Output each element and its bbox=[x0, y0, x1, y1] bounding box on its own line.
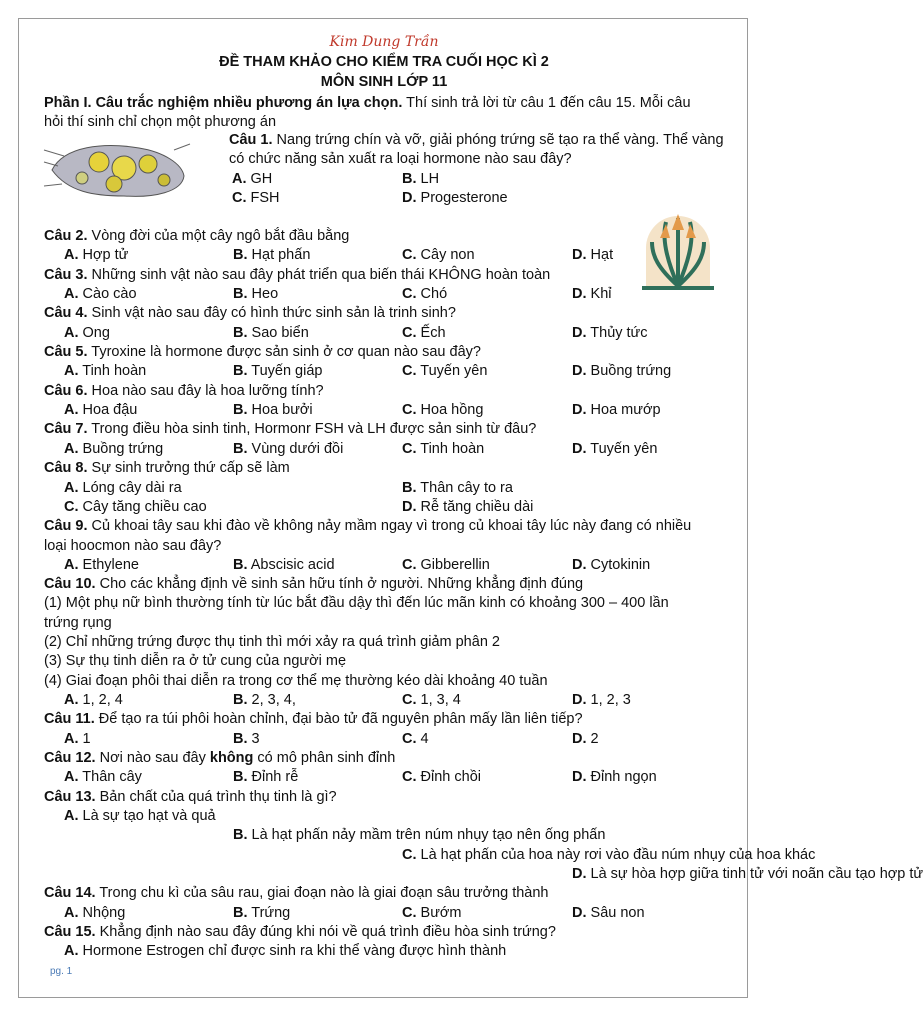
answer-option-c bbox=[402, 246, 475, 264]
answer-option-d bbox=[572, 401, 661, 419]
option-text: Hợp tử bbox=[78, 247, 129, 263]
question-text: trứng rụng bbox=[44, 615, 112, 631]
author-signature: Kim Dung Trần bbox=[329, 34, 439, 50]
option-letter: B. bbox=[233, 363, 248, 379]
answer-option-b bbox=[233, 246, 310, 264]
part-heading-line bbox=[44, 94, 691, 112]
question-text: Cho các khẳng định về sinh sản hữu tính ở người. Những khẳng định đúng bbox=[95, 576, 584, 592]
option-text: Hạt phấn bbox=[247, 247, 311, 263]
option-text: Hoa hồng bbox=[416, 402, 484, 418]
option-text: 4 bbox=[416, 731, 429, 747]
question-number: Câu 13. bbox=[44, 789, 96, 805]
answer-option-a bbox=[64, 904, 125, 922]
option-text: 2, 3, 4, bbox=[247, 692, 296, 708]
question-line-continued bbox=[44, 652, 346, 670]
option-text: Hoa mướp bbox=[586, 402, 661, 418]
question-text: Trong chu kì của sâu rau, giai đoạn nào là giai đoạn sâu trưởng thành bbox=[95, 885, 549, 901]
option-letter: B. bbox=[233, 827, 248, 843]
option-letter: A. bbox=[64, 441, 79, 457]
question-emphasis: không bbox=[209, 750, 254, 766]
option-letter: B. bbox=[402, 171, 417, 187]
option-letter: B. bbox=[233, 692, 248, 708]
option-letter: D. bbox=[572, 905, 587, 921]
answer-option-d bbox=[572, 865, 923, 883]
option-text: Nhộng bbox=[78, 905, 126, 921]
part-instruction-2: hỏi thí sinh chỉ chọn một phương án bbox=[44, 114, 277, 130]
option-letter: D. bbox=[572, 286, 587, 302]
option-letter: B. bbox=[233, 325, 248, 341]
option-letter: B. bbox=[233, 769, 248, 785]
option-letter: D. bbox=[572, 692, 587, 708]
answer-option-d bbox=[572, 440, 657, 458]
question-text: Sự sinh trưởng thứ cấp sẽ làm bbox=[87, 460, 290, 476]
answer-option-b bbox=[233, 440, 343, 458]
answer-option-c bbox=[232, 189, 280, 207]
option-text: Khỉ bbox=[586, 286, 612, 302]
question-number: Câu 6. bbox=[44, 383, 88, 399]
answer-option-d bbox=[572, 691, 631, 709]
question-line bbox=[44, 517, 691, 535]
option-letter: A. bbox=[64, 363, 79, 379]
option-text: Hoa bưởi bbox=[247, 402, 313, 418]
answer-option-a bbox=[64, 730, 91, 748]
option-text: Cây non bbox=[416, 247, 475, 263]
option-text: 3 bbox=[247, 731, 260, 747]
question-text: (2) Chỉ những trứng được thụ tinh thì mới xảy ra quá trình giảm phân 2 bbox=[44, 634, 500, 650]
answer-option-d bbox=[572, 362, 671, 380]
option-text: Tuyến yên bbox=[416, 363, 488, 379]
question-number: Câu 5. bbox=[44, 344, 88, 360]
answer-option-b bbox=[233, 904, 290, 922]
question-line-continued bbox=[44, 614, 112, 632]
answer-option-b bbox=[233, 556, 335, 574]
question-number: Câu 14. bbox=[44, 885, 96, 901]
question-text: có chức năng sản xuất ra loại hormone nào sau đây? bbox=[229, 151, 572, 167]
option-letter: C. bbox=[402, 363, 417, 379]
option-letter: B. bbox=[233, 731, 248, 747]
option-letter: A. bbox=[64, 557, 79, 573]
option-letter: B. bbox=[233, 402, 248, 418]
option-letter: A. bbox=[64, 402, 79, 418]
question-line-continued bbox=[229, 150, 572, 168]
question-text: Nơi nào sau đây bbox=[95, 750, 210, 766]
option-text: Sao biển bbox=[247, 325, 309, 341]
answer-option-c bbox=[402, 846, 815, 864]
question-line-continued bbox=[44, 633, 500, 651]
question-text: Khẳng định nào sau đây đúng khi nói về quá trình điều hòa sinh trứng? bbox=[95, 924, 556, 940]
question-number: Câu 1. bbox=[229, 132, 273, 148]
option-text: 1, 2, 4 bbox=[78, 692, 123, 708]
part-instruction: Thí sinh trả lời từ câu 1 đến câu 15. Mỗi câu bbox=[402, 95, 691, 111]
option-letter: D. bbox=[572, 441, 587, 457]
answer-option-c bbox=[402, 556, 490, 574]
option-letter: A. bbox=[64, 808, 79, 824]
question-number: Câu 15. bbox=[44, 924, 96, 940]
option-letter: D. bbox=[572, 325, 587, 341]
question-line bbox=[44, 749, 395, 767]
answer-option-a bbox=[64, 324, 110, 342]
question-text: Sinh vật nào sau đây có hình thức sinh sản là trinh sinh? bbox=[87, 305, 456, 321]
plant-sprout-image bbox=[636, 208, 720, 292]
answer-option-d bbox=[572, 556, 650, 574]
option-letter: A. bbox=[64, 480, 79, 496]
part-heading: Phần I. Câu trắc nghiệm nhiều phương án lựa chọn. bbox=[44, 95, 403, 111]
option-text: Ethylene bbox=[78, 557, 139, 573]
option-text: Cào cào bbox=[78, 286, 137, 302]
answer-option-c bbox=[402, 362, 487, 380]
option-text: Là sự tạo hạt và quả bbox=[78, 808, 216, 824]
option-letter: B. bbox=[233, 557, 248, 573]
option-letter: C. bbox=[402, 557, 417, 573]
question-text: (1) Một phụ nữ bình thường tính từ lúc bắt đầu dậy thì đến lúc mãn kinh có khoảng 300 – 400 lần bbox=[44, 595, 669, 611]
option-text: Heo bbox=[247, 286, 279, 302]
option-letter: C. bbox=[402, 692, 417, 708]
answer-option-a bbox=[64, 556, 139, 574]
question-number: Câu 9. bbox=[44, 518, 88, 534]
answer-option-c bbox=[402, 730, 429, 748]
question-text: (3) Sự thụ tinh diễn ra ở tử cung của người mẹ bbox=[44, 653, 347, 669]
option-text: Hoa đậu bbox=[78, 402, 138, 418]
question-number: Câu 3. bbox=[44, 267, 88, 283]
answer-option-a bbox=[64, 285, 137, 303]
option-text: Sâu non bbox=[586, 905, 645, 921]
question-line-continued bbox=[44, 537, 221, 555]
answer-option-a bbox=[64, 942, 506, 960]
subject-title: MÔN SINH LỚP 11 bbox=[320, 74, 448, 90]
question-text: Tyroxine là hormone được sản sinh ở cơ quan nào sau đây? bbox=[87, 344, 481, 360]
option-text: Thủy tức bbox=[586, 325, 648, 341]
question-line bbox=[44, 788, 337, 806]
answer-option-d bbox=[402, 498, 533, 516]
answer-option-c bbox=[402, 904, 462, 922]
answer-option-d bbox=[402, 189, 508, 207]
option-text: Progesterone bbox=[416, 190, 508, 206]
page-number: pg. 1 bbox=[50, 966, 73, 977]
option-letter: D. bbox=[572, 769, 587, 785]
option-text: Lóng cây dài ra bbox=[78, 480, 182, 496]
answer-option-a bbox=[64, 246, 128, 264]
option-text: Cytokinin bbox=[586, 557, 651, 573]
question-text: Hoa nào sau đây là hoa lưỡng tính? bbox=[87, 383, 324, 399]
option-letter: A. bbox=[64, 943, 79, 959]
answer-option-b bbox=[233, 768, 298, 786]
answer-option-b bbox=[402, 479, 513, 497]
option-letter: D. bbox=[572, 247, 587, 263]
answer-option-c bbox=[402, 401, 483, 419]
answer-option-b bbox=[233, 285, 278, 303]
answer-option-b bbox=[402, 170, 439, 188]
option-text: Là hạt phấn nảy mầm trên núm nhụy tạo nên ống phấn bbox=[247, 827, 606, 843]
question-number: Câu 8. bbox=[44, 460, 88, 476]
option-text: Buồng trứng bbox=[586, 363, 672, 379]
option-text: 1 bbox=[78, 731, 91, 747]
option-letter: A. bbox=[64, 692, 79, 708]
option-letter: D. bbox=[572, 363, 587, 379]
answer-option-d bbox=[572, 324, 648, 342]
answer-option-d bbox=[572, 768, 657, 786]
option-letter: A. bbox=[64, 731, 79, 747]
question-number: Câu 2. bbox=[44, 228, 88, 244]
answer-option-b bbox=[233, 730, 260, 748]
option-text: Buồng trứng bbox=[78, 441, 164, 457]
option-letter: D. bbox=[572, 402, 587, 418]
option-letter: C. bbox=[402, 247, 417, 263]
option-text: Vùng dưới đồi bbox=[247, 441, 344, 457]
option-text: Hạt bbox=[586, 247, 614, 263]
option-text: Ếch bbox=[416, 325, 446, 341]
question-line bbox=[44, 884, 549, 902]
question-number: Câu 7. bbox=[44, 421, 88, 437]
option-letter: A. bbox=[64, 769, 79, 785]
question-number: Câu 10. bbox=[44, 576, 96, 592]
question-number: Câu 11. bbox=[44, 711, 95, 727]
exam-title: ĐỀ THAM KHẢO CHO KIỂM TRA CUỐI HỌC KÌ 2 bbox=[219, 54, 549, 70]
answer-option-c bbox=[402, 691, 461, 709]
option-text: Tuyến yên bbox=[586, 441, 658, 457]
answer-option-b bbox=[233, 691, 296, 709]
option-letter: C. bbox=[402, 286, 417, 302]
answer-option-c bbox=[402, 768, 481, 786]
question-line-continued bbox=[44, 672, 548, 690]
answer-option-a bbox=[64, 768, 142, 786]
answer-option-a bbox=[64, 440, 163, 458]
option-letter: B. bbox=[233, 441, 248, 457]
option-text: Ong bbox=[78, 325, 110, 341]
question-number: Câu 4. bbox=[44, 305, 88, 321]
option-letter: C. bbox=[402, 847, 417, 863]
option-text: Hormone Estrogen chỉ được sinh ra khi thể vàng được hình thành bbox=[78, 943, 507, 959]
answer-option-c bbox=[402, 440, 484, 458]
option-text: Abscisic acid bbox=[247, 557, 335, 573]
option-text: LH bbox=[416, 171, 440, 187]
answer-option-b bbox=[233, 826, 605, 844]
question-line bbox=[44, 266, 550, 284]
answer-option-d bbox=[572, 904, 645, 922]
question-line bbox=[44, 459, 290, 477]
option-text: Tuyến giáp bbox=[247, 363, 323, 379]
question-text: có mô phân sinh đỉnh bbox=[253, 750, 396, 766]
question-text: Nang trứng chín và vỡ, giải phóng trứng sẽ tạo ra thể vàng. Thể vàng bbox=[272, 132, 724, 148]
option-letter: B. bbox=[402, 480, 417, 496]
option-text: GH bbox=[246, 171, 273, 187]
answer-option-d bbox=[572, 285, 612, 303]
option-letter: C. bbox=[402, 325, 417, 341]
option-text: Bướm bbox=[416, 905, 462, 921]
answer-option-b bbox=[233, 401, 313, 419]
question-number: Câu 12. bbox=[44, 750, 96, 766]
option-text: Là hạt phấn của hoa này rơi vào đầu núm nhụy của hoa khác bbox=[416, 847, 816, 863]
question-line bbox=[44, 923, 556, 941]
question-line-continued bbox=[44, 594, 669, 612]
option-letter: A. bbox=[64, 325, 79, 341]
answer-option-b bbox=[233, 324, 309, 342]
answer-option-d bbox=[572, 246, 613, 264]
option-text: 2 bbox=[586, 731, 599, 747]
option-letter: C. bbox=[402, 441, 417, 457]
question-line bbox=[44, 710, 583, 728]
answer-option-a bbox=[64, 479, 182, 497]
option-text: Trứng bbox=[247, 905, 291, 921]
option-letter: C. bbox=[64, 499, 79, 515]
question-line bbox=[229, 131, 724, 149]
question-text: Trong điều hòa sinh tinh, Hormonr FSH và LH được sản sinh từ đâu? bbox=[87, 421, 537, 437]
answer-option-a bbox=[64, 691, 123, 709]
option-letter: D. bbox=[402, 499, 417, 515]
option-text: 1, 3, 4 bbox=[416, 692, 461, 708]
question-line bbox=[44, 343, 481, 361]
question-line bbox=[44, 575, 583, 593]
option-text: Đỉnh rễ bbox=[247, 769, 299, 785]
option-text: Rễ tăng chiều dài bbox=[416, 499, 534, 515]
option-letter: C. bbox=[232, 190, 247, 206]
option-letter: A. bbox=[64, 905, 79, 921]
option-letter: D. bbox=[572, 731, 587, 747]
option-letter: B. bbox=[233, 247, 248, 263]
question-text: (4) Giai đoạn phôi thai diễn ra trong cơ thể mẹ thường kéo dài khoảng 40 tuần bbox=[44, 673, 548, 689]
question-text: Vòng đời của một cây ngô bắt đầu bằng bbox=[87, 228, 350, 244]
option-text: 1, 2, 3 bbox=[586, 692, 631, 708]
question-line bbox=[44, 304, 456, 322]
question-text: Những sinh vật nào sau đây phát triển qua biến thái KHÔNG hoàn toàn bbox=[87, 267, 551, 283]
option-letter: C. bbox=[402, 731, 417, 747]
option-letter: D. bbox=[572, 866, 587, 882]
option-letter: C. bbox=[402, 905, 417, 921]
option-text: Đỉnh ngọn bbox=[586, 769, 657, 785]
option-letter: A. bbox=[64, 247, 79, 263]
answer-option-d bbox=[572, 730, 599, 748]
option-letter: B. bbox=[233, 286, 248, 302]
option-letter: D. bbox=[402, 190, 417, 206]
option-text: Tinh hoàn bbox=[78, 363, 147, 379]
answer-option-c bbox=[64, 498, 207, 516]
question-text: Để tạo ra túi phôi hoàn chỉnh, đại bào tử đã nguyên phân mấy lần liên tiếp? bbox=[94, 711, 583, 727]
answer-option-c bbox=[402, 324, 446, 342]
question-line bbox=[44, 420, 536, 438]
option-letter: B. bbox=[233, 905, 248, 921]
option-text: Chó bbox=[416, 286, 448, 302]
question-text: Củ khoai tây sau khi đào về không nảy mầm ngay vì trong củ khoai tây lúc này đang có nhiều bbox=[87, 518, 692, 534]
option-letter: C. bbox=[402, 402, 417, 418]
option-text: Tinh hoàn bbox=[416, 441, 485, 457]
question-text: Bản chất của quá trình thụ tinh là gì? bbox=[95, 789, 337, 805]
option-letter: C. bbox=[402, 769, 417, 785]
option-letter: A. bbox=[232, 171, 247, 187]
answer-option-a bbox=[232, 170, 272, 188]
answer-option-a bbox=[64, 401, 137, 419]
question-line bbox=[44, 382, 324, 400]
ovary-diagram-image bbox=[44, 140, 192, 202]
option-text: Gibberellin bbox=[416, 557, 490, 573]
answer-option-c bbox=[402, 285, 447, 303]
answer-option-a bbox=[64, 362, 146, 380]
option-text: Thân cây bbox=[78, 769, 142, 785]
question-line bbox=[44, 227, 349, 245]
option-letter: A. bbox=[64, 286, 79, 302]
option-text: FSH bbox=[246, 190, 280, 206]
question-text: loại hoocmon nào sau đây? bbox=[44, 538, 222, 554]
answer-option-a bbox=[64, 807, 216, 825]
option-text: Thân cây to ra bbox=[416, 480, 513, 496]
answer-option-b bbox=[233, 362, 322, 380]
option-text: Cây tăng chiều cao bbox=[78, 499, 207, 515]
option-letter: D. bbox=[572, 557, 587, 573]
option-text: Đỉnh chồi bbox=[416, 769, 481, 785]
option-text: Là sự hòa hợp giữa tinh tử với noãn cầu tạo hợp tử bbox=[586, 866, 923, 882]
